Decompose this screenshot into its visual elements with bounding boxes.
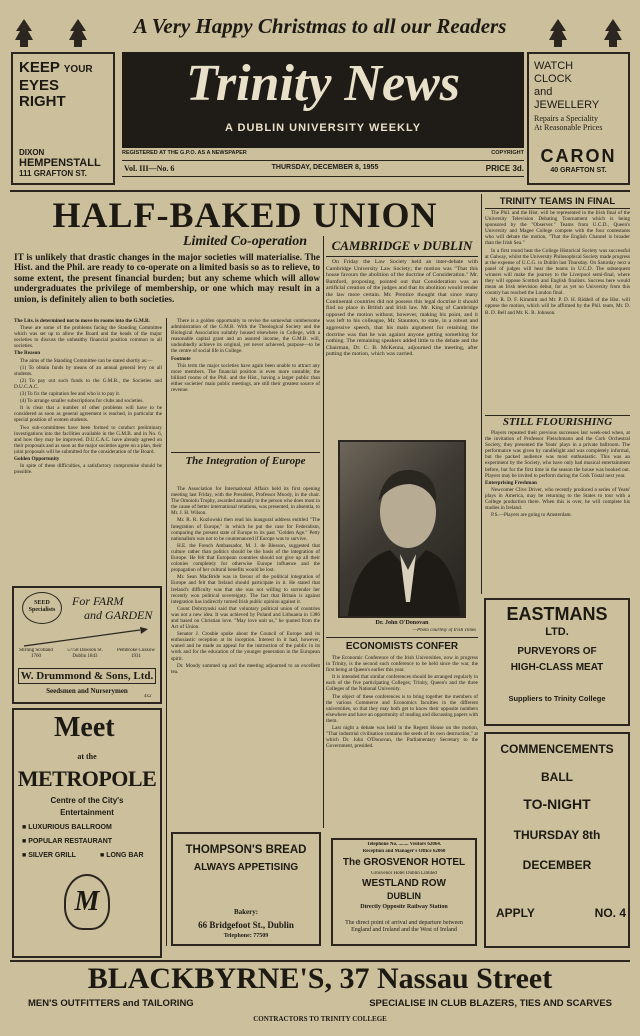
debating-paragraph: In a first round heat the College Historical Society was successful at Galway, whilst the University Philosophical Society made progress at the expense of U.C.G. in Dublin last Thursday. On Saturday next a panel of judges will hear the teams in U.C.D. The subsequent winners will make the journey to the Liverpool semi-final, where they will oppose Scottish and English finalists. Success here would mean an Irish television debut, for as yet no University from this country has reached the London final. xyxy=(485,247,630,297)
ear-right-repairs: Repairs a Speciality xyxy=(534,114,598,123)
portrait-photo xyxy=(338,440,466,618)
drummond-garden: and GARDEN xyxy=(84,608,153,622)
players-headline: STILL FLOURISHING xyxy=(502,416,613,428)
blackbyrne-left: MEN'S OUTFITTERS and TAILORING xyxy=(28,998,194,1009)
ad-dixon-hempenstall xyxy=(11,52,115,185)
ball-apply: APPLY xyxy=(496,906,535,920)
thompson-address: 66 Bridgefoot St., Dublin xyxy=(198,920,294,930)
ear-left-your: YOUR xyxy=(63,64,93,75)
lead-paragraph: It is clear that a number of other problems will have to be considered as soon as general agreement is reached, in particular the special position of women students. xyxy=(14,405,162,424)
grosvenor-note: The direct point of arrival and departure between England and Ireland and the West of Ireland xyxy=(345,920,463,933)
ear-right-and: and xyxy=(534,86,553,98)
drummond-farm: For FARM xyxy=(72,594,124,608)
lead-paragraph: There is a golden opportunity to revise the somewhat cumbersome administration of the G.M.B. With the Theological Society and the Biological Association suitably housed elsewhere in College, with a reasonable capital grant and an assured income, the G.M.B. will, undoubtedly achieve its original, yet never achieved, purpose—to be the centre of social life in College. xyxy=(171,318,320,355)
lead-paragraph: Two sub-committees have been formed to conduct preliminary investigations into the facilities available in the G.M.B. and in No. 6, and how they may be improved. D.U.C.A.C. have already agreed on their proposals and as soon as the major societies agree on a plan, their joint proposals will be submitted for the consideration of the Board. xyxy=(14,424,162,455)
eastmans-name: EASTMANS xyxy=(506,604,608,624)
lead-crosshead: Footnote xyxy=(171,355,191,362)
eastmans-ltd: LTD. xyxy=(545,626,569,638)
players-paragraph: P.S.—Players are going to Amsterdam. xyxy=(491,512,572,519)
location-stirling: Stirling Scotland 1760 xyxy=(19,648,53,659)
cambridge-headline: CAMBRIDGE v DUBLIN xyxy=(331,238,473,253)
registered-notice: REGISTERED AT THE G.P.O. AS A NEWSPAPER xyxy=(122,150,247,156)
drummond-name: W. Drummond & Sons, Ltd. xyxy=(18,668,156,684)
metropole-at: at the xyxy=(77,752,97,761)
debating-paragraph: The Phil. and the Hist. will be represented in the Irish final of the University Television Debating Tournament which is being sponsored by the "Observer." Teams from U.C.D., Queen's University and Magee College compete with the four contestants who will debate the motion, "That the English Channel is broader than the Irish Sea." xyxy=(485,210,630,247)
eastmans-line2: HIGH-CLASS MEAT xyxy=(510,662,604,673)
ball-line3: TO-NIGHT xyxy=(523,796,591,812)
lead-intro: IT is unlikely that drastic changes in the major societies will materialise. The Hist. and the Phil. are ready to co-operate on a limited basis so as to relieve, to some extent, the present financial burden; but any scheme which will allow undergraduates the privilege of membership, or one which may result in a union, is definitely alien to both societies. xyxy=(14,252,320,304)
thompson-line1: THOMPSON'S BREAD xyxy=(185,844,307,856)
ear-right-jewellery: JEWELLERY xyxy=(534,99,600,111)
metropole-sub1: Centre of the City's xyxy=(50,796,124,805)
thompson-phone: Telephone: 77509 xyxy=(223,933,269,939)
ad-eastmans xyxy=(484,598,630,726)
photo-credit: —Photo courtesy of Irish Times xyxy=(412,628,476,633)
location-pembroke: Pembroke Cuskow 1931 xyxy=(117,648,155,659)
metropole-meet: Meet xyxy=(54,712,115,743)
portrait-silhouette xyxy=(340,442,464,616)
seed-specialists-badge: SEED Specialists xyxy=(22,592,62,624)
europe-headline: The Integration of Europe xyxy=(185,455,306,467)
grosvenor-tel1: Telephone No. ........ Visitors 62064. xyxy=(366,842,442,847)
lead-headline: HALF-BAKED UNION xyxy=(52,195,438,234)
metropole-item: LONG BAR xyxy=(106,852,144,859)
metropole-sub2: Entertainment xyxy=(60,808,114,817)
ear-right-watch: WATCH xyxy=(534,60,574,72)
grosvenor-opposite: Directly Opposite Railway Station xyxy=(360,904,448,910)
debating-paragraph: Mr. R. D. F. Kimmitt and Mr. P. D. H. Riddell of the Hist. will oppose the motion, which will be affirmed by the Phil. team, Mr. D. R. D. Bell and Mr. K. R. Johnson. xyxy=(485,297,630,316)
price: PRICE 3d. xyxy=(485,164,524,173)
metropole-grill: ■ SILVER GRILL xyxy=(22,852,76,859)
ear-left-name: HEMPENSTALL xyxy=(19,157,101,169)
players-story xyxy=(485,430,630,594)
grosvenor-company: Grosvenor Hotel Dublin Limited xyxy=(371,871,437,876)
ear-left-eyes: EYES xyxy=(19,77,60,94)
ear-right-address: 40 GRAFTON ST. xyxy=(550,167,607,174)
ball-number: NO. 4 xyxy=(594,906,626,920)
arrow-icon xyxy=(20,626,156,648)
lead-paragraph: (3) To fix the capitation fee and who is to pay it. xyxy=(20,391,121,398)
ear-left-right: RIGHT xyxy=(19,93,66,110)
ball-line2: BALL xyxy=(541,770,573,784)
europe-paragraph: Count Dobrzynski said that voluntary political union of countries was not a new idea. It was achieved by Poland and Lithuania in 1386 and based on Christian love. "May love unit us," he quoted from the Act of Union. xyxy=(171,605,320,631)
economists-paragraph: It is intended that similar conferences should be arranged regularly in each of the five participating Colleges; Trinity, Queen's and the three Colleges of the National University. xyxy=(326,674,478,693)
europe-paragraph: Mr. R. R. Kozlowski then read his inaugural address entitled "The Integration of Europe," in which he put the case for Federalism, comparing the present state of Europe to its past "Golden Age." Petty nationalism was not to be countenanced if Europe was to survive. xyxy=(171,517,320,542)
lead-column-1 xyxy=(14,318,162,584)
metropole-name: METROPOLE xyxy=(17,766,157,791)
metropole-item: LUXURIOUS BALLROOM xyxy=(28,824,112,831)
cambridge-story xyxy=(326,259,478,439)
metropole-logo: M xyxy=(64,874,110,930)
copyright-notice: COPYRIGHT xyxy=(491,150,524,156)
christmas-banner: A Very Happy Christmas to all our Readers xyxy=(133,14,507,38)
ad-reference: 4x2 xyxy=(144,694,152,699)
lead-paragraph: This term the major societies have again been unable to attract any more members. The financial position is even more unstable; the billiard rooms of the Phil. and the Hist., having a larger public than either societies' main public meetings, are still their greatest source of revenue. xyxy=(171,362,320,394)
metropole-item: SILVER GRILL xyxy=(28,852,76,859)
ear-right-name: CARON xyxy=(540,146,617,166)
masthead xyxy=(122,52,524,148)
lead-paragraph: The aims of the Standing Committee can be stated shortly as:— xyxy=(20,357,153,364)
drummond-tagline: Seedsmen and Nurserymen xyxy=(46,687,128,695)
lead-paragraph: (4) To arrange smaller subscriptions for clubs and societies. xyxy=(20,398,144,405)
economists-paragraph: Last night a debate was held in the Regent House on the motion, "That industrial civilisation contains the seeds of its own destruction," at which Dr. John O'Donovan, the Parliamentary Secretary to the Government, presided. xyxy=(326,725,478,750)
thompson-bakery-label: Bakery: xyxy=(233,908,259,916)
blackbyrne-name: BLACKBYRNE'S, 37 Nassau Street xyxy=(87,962,553,995)
location-dublin: 57/58 Dawson St. Dublin 1843 xyxy=(67,648,103,659)
ear-right-clock: CLOCK xyxy=(534,73,572,85)
lead-paragraph: (1) To obtain funds by means of an annual general levy on all students. xyxy=(14,364,162,377)
ad-drummond xyxy=(12,586,162,704)
blackbyrne-bottom: CONTRACTORS TO TRINITY COLLEGE xyxy=(253,1015,387,1023)
metropole-bar: ■ LONG BAR xyxy=(100,852,144,859)
grosvenor-name: The GROSVENOR HOTEL xyxy=(342,857,466,868)
lead-paragraph: These are some of the problems facing the Standing Committee which was set up to allow the Board and the heads of the major societies to discuss the unhealthy financial position common to all societies. xyxy=(14,325,162,350)
thompson-line2: ALWAYS APPETISING xyxy=(193,862,299,873)
debating-story xyxy=(485,210,630,416)
lead-paragraph: (2) To pay out such funds to the G.M.B., the Societies and D.U.C.A.C. xyxy=(14,377,162,390)
metropole-item: POPULAR RESTAURANT xyxy=(28,838,113,845)
economists-paragraph: The object of these conferences is to bring together the members of the various Commerce and Economics faculties in the different universities, so that they may both get to know their opposite numbers elsewhere and have an opportunity of reading and discussing papers with them. xyxy=(326,693,478,724)
grosvenor-tel2: Reception and Manager's Office 62060 xyxy=(362,849,446,854)
ad-metropole xyxy=(12,708,162,958)
lead-column-2 xyxy=(171,318,320,450)
masthead-subtitle: A DUBLIN UNIVERSITY WEEKLY xyxy=(224,122,422,134)
europe-paragraph: The Association for International Affairs held its first opening meeting last Friday, with the President, Professor Moody, in the chair. The Omoiolu Trophy, awarded annually to the person who does most in the cause of better international relations, was presented, in absentia, to Mr. J. H. Wilson. xyxy=(171,486,320,517)
lead-paragraph: In spite of these difficulties, a satisfactory compromise should be possible. xyxy=(14,463,162,476)
economists-paragraph: The Economic Conference of the Irish Universities, now in progress in Trinity, is the second such conference to be held since the war, the first being at Queen's earlier this year. xyxy=(326,655,478,674)
metropole-restaurant: ■ POPULAR RESTAURANT xyxy=(22,838,113,845)
lead-subhead: Limited Co-operation xyxy=(182,234,308,249)
christmas-tree-icon xyxy=(603,18,623,48)
photo-caption: Dr. John O'Donovan xyxy=(375,620,429,626)
europe-paragraph: Dr. Moody summed up and the meeting adjourned to an excellent tea. xyxy=(171,662,320,675)
ad-commencements-ball xyxy=(484,732,630,948)
eastmans-line1: PURVEYORS OF xyxy=(517,646,597,657)
ear-right-prices: At Reasonable Prices xyxy=(534,123,603,132)
economists-story xyxy=(326,655,478,827)
europe-paragraph: Mr. Sean MacBride was in favour of the political integration of Europe and felt that Ireland should participate in it. He stated that Ireland's difficulty was that she was not willing to surrender her recently won political sovereignty. The fact that Britain is against integration has indirectly turned Irish public opinion against it. xyxy=(171,574,320,605)
ear-left-dixon: DIXON xyxy=(19,148,45,157)
christmas-tree-icon xyxy=(548,18,568,48)
issue-date: THURSDAY, DECEMBER 8, 1955 xyxy=(271,164,379,171)
lead-crosshead: The Reason xyxy=(14,350,41,357)
cambridge-paragraph: On Friday the Law Society held an inter-debate with Cambridge University Law Society; the motion was "That this house favours the abolition of the doctrine of Consideration." Mr. Bamford, proposing, pointed out that Consideration was an artificial creation of the judges and that its abolition would render the law more certain. Mr. Prentice thought that since many Continental countries did not possess this legal doctrine it should find no place in British and Irish law. Mr. King of Cambridge opposed the motion without, however, making his point, and it was left to his colleague, Mr. Staunton, to state, in a robust and aggressive speech, that his main argument for retaining the doctrine was that he was against anyone getting something for nothing. The remaining speakers added little to the debate and the Chairman, Dr. C. B. McKenna, adjourned the meeting, after putting the motion, which was carried. xyxy=(326,259,478,358)
masthead-title: Trinity News xyxy=(186,55,460,112)
christmas-tree-icon xyxy=(14,18,34,48)
volume-number: Vol. III—No. 6 xyxy=(124,164,175,173)
metropole-ballroom: ■ LUXURIOUS BALLROOM xyxy=(22,824,112,831)
ear-left-keep: KEEP xyxy=(19,59,60,76)
ad-grosvenor xyxy=(331,838,477,946)
lead-crosshead: Golden Opportunity xyxy=(14,455,60,462)
grosvenor-street: WESTLAND ROW xyxy=(362,878,446,889)
grosvenor-city: DUBLIN xyxy=(387,891,421,901)
ear-left-address: 111 GRAFTON ST. xyxy=(19,169,87,178)
ball-line4: THURSDAY 8th xyxy=(513,828,601,842)
ball-line5: DECEMBER xyxy=(522,858,592,872)
europe-paragraph: H.E. the French Ambassador, M. J. de Blesson, suggested that culture rather than politics should be the basis of the integration of Europe. He felt that European countries should not give up all their colonies completely for otherwise Europe influence and the propagation of her cultural benefits would be lost. xyxy=(171,542,320,574)
blackbyrne-right: SPECIALISE IN CLUB BLAZERS, TIES AND SCARVES xyxy=(369,998,612,1009)
europe-paragraph: Senator J. Crosbie spoke about the Council of Europe and its enthusiastic reception at its inception. Interest in it had, however, waned and he made an appeal for the instruction of the public in its work and for the education of the younger generation in the European spirit. xyxy=(171,631,320,662)
eastmans-line3: Suppliers to Trinity College xyxy=(508,694,606,703)
ad-caron xyxy=(527,52,630,185)
economists-headline: ECONOMISTS CONFER xyxy=(345,641,459,652)
lead-paragraph: The Lits. is determined not to move its rooms into the G.M.B. xyxy=(14,318,150,324)
ad-thompson xyxy=(171,832,321,946)
players-paragraph: Newcomer Clive Driver, who recently produced a series of Yeats' plays in America, may be returning to the States to tour with a College production there. When this is over, he will complete his studies in Ireland. xyxy=(485,486,630,512)
christmas-tree-icon xyxy=(68,18,88,48)
players-crosshead: Enterprising Freshman xyxy=(485,479,537,486)
players-paragraph: Players repeated their previous successes last week-end when, at the invitation of Professor Fleischmann and the Cork Orchestral Society, they presented the Yeats' plays in a private ballroom. The performance was given by candlelight and was completely informal, but the packed audience was most enthusiastic. This was an experiment by the Society, who have only had musical entertainment before, but for the first time in the season the house was booked out. Players may be invited to perform during the Cork Tóstal next year. xyxy=(485,430,630,479)
debating-headline: TRINITY TEAMS IN FINAL xyxy=(499,196,616,207)
ball-line1: COMMENCEMENTS xyxy=(500,742,614,756)
